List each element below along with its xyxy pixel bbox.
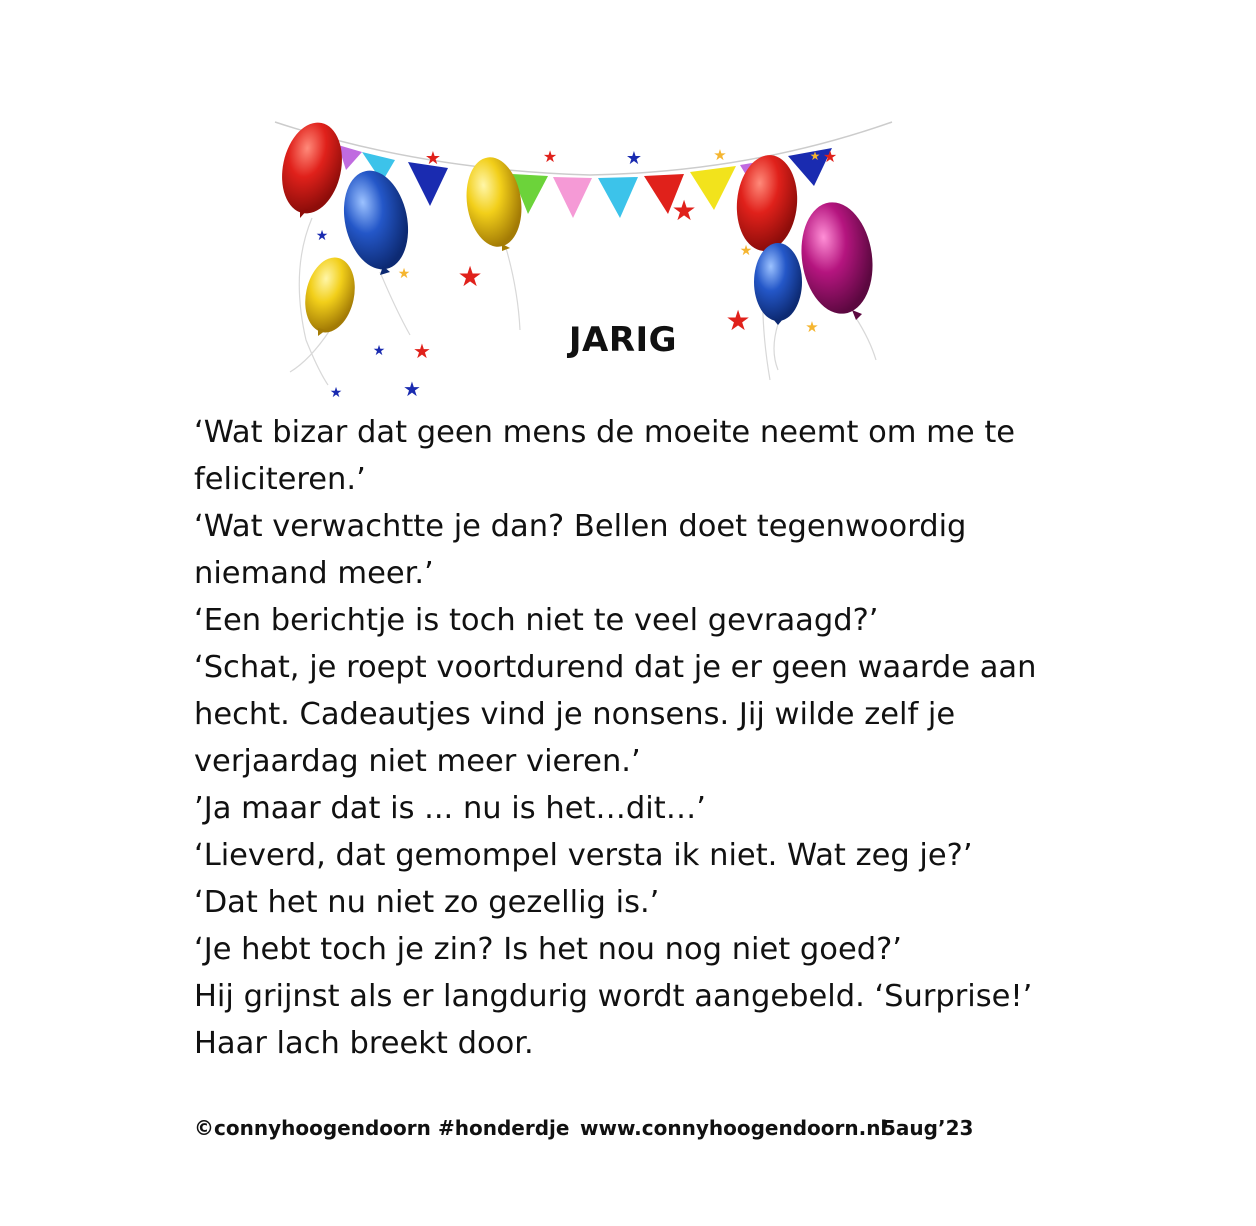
story-line: ’Ja maar dat is ... nu is het…dit…’ <box>194 791 706 826</box>
story-line: ‘Wat verwachtte je dan? Bellen doet tegenwoordig <box>194 509 967 544</box>
star-decoration: ★ <box>625 148 643 169</box>
star-decoration: ★ <box>424 148 442 169</box>
footer-hashtag: #honderdje <box>438 1116 570 1140</box>
footer-website-link[interactable]: www.connyhoogendoorn.nl <box>580 1116 888 1140</box>
star-decoration: ★ <box>822 147 838 166</box>
star-decoration: ★ <box>457 260 483 293</box>
star-decoration: ★ <box>315 228 329 244</box>
star-decoration: ★ <box>713 146 727 164</box>
star-decoration: ★ <box>329 385 343 401</box>
story-line: ‘Je hebt toch je zin? Is het nou nog niet goed?’ <box>194 932 902 967</box>
star-decoration: ★ <box>725 304 751 337</box>
footer-date: 5aug’23 <box>882 1116 974 1140</box>
star-decoration: ★ <box>671 194 697 227</box>
bunting-flag <box>598 177 638 218</box>
story-line: ‘Dat het nu niet zo gezellig is.’ <box>194 885 660 920</box>
balloons-and-bunting-illustration <box>270 110 900 410</box>
footer-author: ©connyhoogendoorn <box>194 1116 431 1140</box>
star-decoration: ★ <box>542 147 558 166</box>
story-text <box>194 409 1064 1067</box>
balloon-magenta-right <box>795 198 880 320</box>
balloon-yellow-center <box>461 154 527 251</box>
balloon-yellow-small <box>299 253 362 337</box>
star-decoration: ★ <box>413 339 431 363</box>
page-title: JARIG <box>568 320 678 360</box>
star-decoration: ★ <box>397 266 411 282</box>
story-line: ‘Een berichtje is toch niet te veel gevraagd?’ <box>194 603 879 638</box>
star-decoration: ★ <box>809 149 821 163</box>
balloon-blue-left <box>335 165 416 276</box>
story-line: ‘Schat, je roept voortdurend dat je er geen waarde aan <box>194 650 1037 685</box>
story-line: verjaardag niet meer vieren.’ <box>194 744 641 779</box>
star-decoration: ★ <box>739 243 753 259</box>
star-decoration: ★ <box>372 343 386 359</box>
bunting-flag <box>553 177 592 218</box>
star-decoration: ★ <box>805 318 819 336</box>
story-line: hecht. Cadeautjes vind je nonsens. Jij wilde zelf je <box>194 697 956 732</box>
bunting-flag <box>690 166 736 210</box>
footer <box>194 1112 1054 1144</box>
story-line: feliciteren.’ <box>194 462 366 497</box>
story-line: Hij grijnst als er langdurig wordt aangebeld. ‘Surprise!’ <box>194 979 1033 1014</box>
story-line: niemand meer.’ <box>194 556 434 591</box>
story-line: ‘Wat bizar dat geen mens de moeite neemt om me te <box>194 415 1016 450</box>
balloon-blue-right <box>754 243 802 325</box>
balloon-red-left <box>274 117 350 219</box>
story-line: ‘Lieverd, dat gemompel versta ik niet. Wat zeg je?’ <box>194 838 973 873</box>
star-decoration: ★ <box>403 377 421 401</box>
story-line: Haar lach breekt door. <box>194 1026 534 1061</box>
